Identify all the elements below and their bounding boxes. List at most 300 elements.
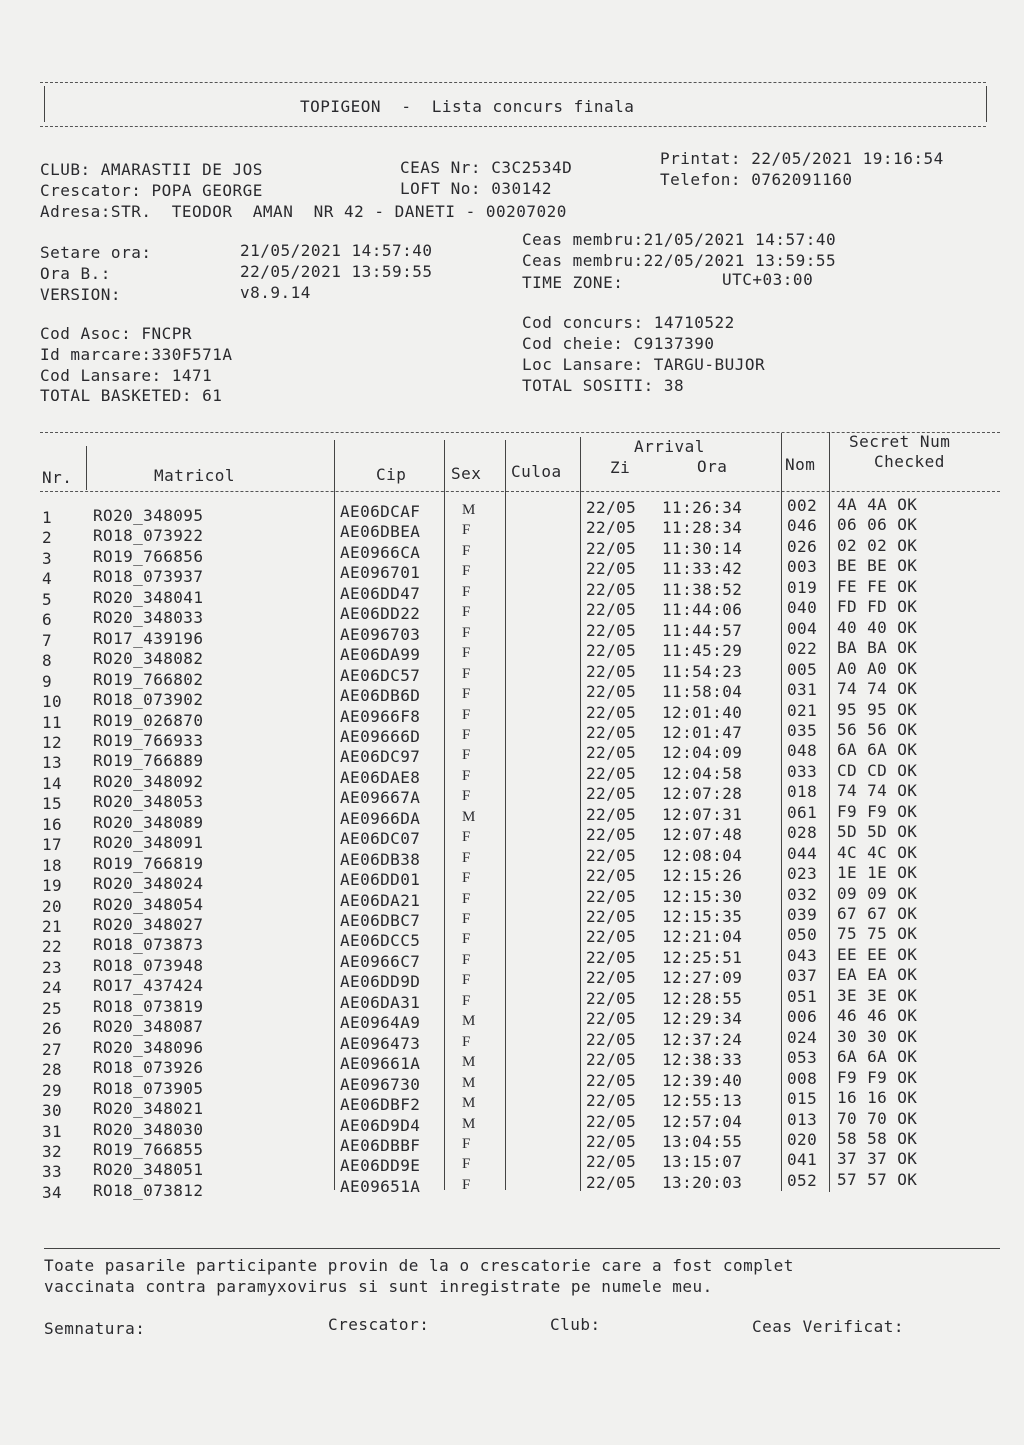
row-matricol: RO19_766856: [93, 546, 204, 566]
row-secret-checked: 95 95 OK: [837, 699, 918, 719]
row-sex: F: [462, 1033, 471, 1050]
row-secret-checked: 6A 6A OK: [837, 740, 918, 760]
row-cip: AE096473: [340, 1033, 421, 1053]
row-matricol: RO20_348082: [93, 649, 204, 669]
row-arrival-time: 12:15:26: [662, 866, 743, 886]
row-sex: F: [462, 849, 471, 866]
row-secret-checked: BE BE OK: [837, 556, 918, 576]
row-sex: M: [462, 1115, 476, 1132]
header-ora: Ora: [697, 457, 728, 476]
row-arrival-time: 11:44:06: [662, 600, 743, 620]
row-arrival-time: 12:07:31: [662, 804, 743, 824]
row-arrival-day: 22/05: [586, 579, 637, 599]
row-sex: M: [462, 1095, 476, 1112]
row-sex: F: [462, 726, 471, 743]
row-nr: 1: [42, 508, 53, 527]
row-matricol: RO20_348089: [93, 812, 204, 832]
row-arrival-time: 12:57:04: [662, 1111, 743, 1131]
title-box-right-border: [986, 86, 987, 122]
row-arrival-time: 12:21:04: [662, 927, 743, 947]
row-cip: AE06DB38: [340, 849, 421, 869]
header-nom: Nom: [785, 455, 816, 474]
row-arrival-time: 11:26:34: [662, 498, 743, 517]
row-nr: 7: [42, 630, 53, 650]
row-nr: 14: [42, 773, 63, 793]
row-arrival-day: 22/05: [586, 1172, 637, 1192]
row-arrival-day: 22/05: [586, 620, 637, 640]
row-cip: AE09667A: [340, 788, 421, 808]
version-label: VERSION:: [40, 285, 122, 304]
row-nom: 021: [787, 700, 818, 720]
row-cip: AE096730: [340, 1074, 421, 1094]
row-nr: 10: [42, 692, 63, 712]
row-sex: M: [462, 808, 476, 825]
row-nom: 031: [787, 680, 818, 700]
row-nr: 11: [42, 712, 63, 732]
row-cip: AE06DD9D: [340, 972, 421, 992]
header-arrival: Arrival: [634, 437, 705, 456]
row-arrival-day: 22/05: [586, 988, 637, 1008]
row-nom: 050: [787, 925, 818, 945]
row-matricol: RO19_766819: [93, 853, 204, 873]
row-arrival-day: 22/05: [586, 682, 637, 702]
member-clock-1: Ceas membru:21/05/2021 14:57:40: [522, 230, 837, 249]
row-nom: 041: [787, 1150, 818, 1170]
row-arrival-day: 22/05: [586, 559, 637, 579]
row-nom: 026: [787, 536, 818, 556]
row-sex: F: [462, 951, 471, 968]
row-secret-checked: 57 57 OK: [837, 1169, 918, 1189]
row-arrival-time: 11:54:23: [662, 661, 743, 681]
row-sex: F: [462, 583, 471, 600]
row-arrival-day: 22/05: [586, 600, 637, 620]
clock-number: CEAS Nr: C3C2534D: [400, 158, 573, 177]
association-code: Cod Asoc: FNCPR: [40, 324, 192, 343]
row-nom: 003: [787, 557, 818, 577]
row-sex: M: [462, 1074, 476, 1091]
row-cip: AE06DBF2: [340, 1095, 421, 1115]
row-nom: 033: [787, 761, 818, 781]
loft-number: LOFT No: 030142: [400, 179, 552, 198]
row-sex: F: [462, 1135, 471, 1152]
row-sex: F: [462, 686, 471, 703]
row-cip: AE06DC07: [340, 829, 421, 849]
row-matricol: RO18_073902: [93, 690, 204, 710]
row-cip: AE06DBC7: [340, 911, 421, 930]
row-arrival-day: 22/05: [586, 825, 637, 845]
row-sex: F: [462, 788, 471, 805]
row-cip: AE09666D: [340, 726, 421, 746]
clock-verified-label: Ceas Verificat:: [752, 1317, 904, 1336]
header-secret-num: Secret Num: [849, 432, 951, 451]
row-nr: 23: [42, 957, 63, 977]
row-arrival-time: 12:29:34: [662, 1009, 743, 1029]
vaccination-statement-line2: vaccinata contra paramyxovirus si sunt inregistrate pe numele meu.: [44, 1277, 713, 1296]
row-nr: 26: [42, 1019, 63, 1039]
row-nom: 028: [787, 823, 818, 843]
row-nom: 018: [787, 782, 818, 802]
row-arrival-time: 11:58:04: [662, 682, 743, 702]
row-nom: 019: [787, 577, 818, 597]
row-matricol: RO18_073819: [93, 996, 204, 1016]
row-sex: M: [462, 1054, 476, 1071]
row-nom: 015: [787, 1089, 818, 1109]
row-sex: F: [462, 624, 471, 641]
row-secret-checked: 58 58 OK: [837, 1128, 918, 1148]
time-zone-label: TIME ZONE:: [522, 273, 624, 292]
row-arrival-time: 12:15:35: [662, 907, 743, 926]
row-matricol: RO18_073937: [93, 567, 204, 587]
row-nr: 17: [42, 835, 63, 855]
row-nom: 013: [787, 1109, 818, 1129]
row-secret-checked: A0 A0 OK: [837, 658, 918, 678]
row-arrival-time: 12:01:47: [662, 722, 743, 742]
row-arrival-time: 12:01:40: [662, 702, 743, 722]
row-matricol: RO17_439196: [93, 628, 204, 648]
release-location: Loc Lansare: TARGU-BUJOR: [522, 355, 766, 374]
row-arrival-time: 12:38:33: [662, 1050, 743, 1070]
marking-id: Id marcare:330F571A: [40, 345, 233, 364]
row-nom: 037: [787, 966, 818, 986]
row-nom: 046: [787, 516, 818, 536]
row-nom: 005: [787, 659, 818, 679]
row-sex: F: [462, 870, 471, 887]
row-cip: AE09651A: [340, 1176, 421, 1196]
title-box-left-border: [44, 86, 45, 122]
header-matricol: Matricol: [154, 466, 236, 485]
row-arrival-day: 22/05: [586, 1029, 637, 1049]
col-sep-nr: [86, 446, 87, 490]
row-nr: 19: [42, 876, 63, 896]
row-secret-checked: 74 74 OK: [837, 781, 918, 801]
row-sex: F: [462, 1156, 471, 1173]
row-arrival-time: 11:28:34: [662, 518, 743, 538]
row-nr: 12: [42, 732, 63, 752]
row-arrival-time: 12:15:30: [662, 886, 743, 906]
row-matricol: RO20_348027: [93, 915, 204, 934]
row-arrival-day: 22/05: [586, 804, 637, 824]
row-secret-checked: 09 09 OK: [837, 883, 918, 903]
row-nr: 22: [42, 937, 63, 957]
setare-ora-value: 21/05/2021 14:57:40: [240, 241, 433, 260]
row-secret-checked: CD CD OK: [837, 760, 918, 780]
row-arrival-day: 22/05: [586, 784, 637, 804]
row-nr: 25: [42, 998, 63, 1018]
header-cip: Cip: [376, 465, 407, 484]
row-arrival-day: 22/05: [586, 845, 637, 865]
row-arrival-day: 22/05: [586, 661, 637, 681]
race-code: Cod concurs: 14710522: [522, 313, 735, 332]
row-secret-checked: 06 06 OK: [837, 515, 918, 535]
row-cip: AE06D9D4: [340, 1115, 421, 1135]
row-arrival-day: 22/05: [586, 1050, 637, 1070]
row-sex: M: [462, 1013, 476, 1030]
row-nom: 022: [787, 639, 818, 659]
row-nr: 3: [42, 548, 53, 568]
row-cip: AE06DA31: [340, 992, 421, 1012]
club-signature-label: Club:: [550, 1315, 601, 1334]
row-sex: F: [462, 706, 471, 723]
row-nom: 040: [787, 598, 818, 618]
breeder-name: Crescator: POPA GEORGE: [40, 181, 263, 200]
row-sex: F: [462, 992, 471, 1009]
row-matricol: RO19_766855: [93, 1139, 204, 1159]
row-secret-checked: 5D 5D OK: [837, 822, 918, 842]
row-arrival-time: 11:44:57: [662, 620, 743, 640]
row-nom: 023: [787, 864, 818, 884]
version-value: v8.9.14: [240, 283, 311, 302]
row-cip: AE0964A9: [340, 1013, 421, 1033]
row-sex: F: [462, 747, 471, 764]
row-cip: AE096703: [340, 624, 421, 644]
phone: Telefon: 0762091160: [660, 170, 853, 189]
title-box-bottom-border: [40, 126, 986, 127]
row-matricol: RO19_766933: [93, 730, 204, 750]
row-arrival-day: 22/05: [586, 743, 637, 763]
row-nom: 002: [787, 496, 818, 515]
row-arrival-day: 22/05: [586, 968, 637, 988]
row-matricol: RO18_073922: [93, 526, 204, 546]
row-arrival-time: 12:27:09: [662, 968, 743, 988]
setare-ora-label: Setare ora:: [40, 243, 152, 262]
row-cip: AE09661A: [340, 1054, 421, 1074]
row-nom: 039: [787, 905, 818, 924]
row-nr: 18: [42, 855, 63, 875]
row-nr: 29: [42, 1080, 63, 1100]
row-nr: 30: [42, 1101, 63, 1121]
row-cip: AE06DBEA: [340, 522, 421, 542]
row-sex: F: [462, 1176, 471, 1193]
row-secret-checked: EA EA OK: [837, 965, 918, 985]
row-nr: 32: [42, 1141, 63, 1161]
row-secret-checked: FE FE OK: [837, 576, 918, 596]
row-secret-checked: 46 46 OK: [837, 1006, 918, 1026]
row-matricol: RO18_073873: [93, 935, 204, 955]
row-arrival-day: 22/05: [586, 763, 637, 783]
row-arrival-time: 11:38:52: [662, 579, 743, 599]
row-arrival-time: 13:04:55: [662, 1131, 743, 1151]
row-nr: 8: [42, 651, 53, 671]
row-secret-checked: 40 40 OK: [837, 617, 918, 637]
row-matricol: RO18_073812: [93, 1180, 204, 1200]
row-cip: AE06DC97: [340, 747, 421, 767]
row-matricol: RO20_348021: [93, 1099, 204, 1119]
row-matricol: RO20_348091: [93, 833, 204, 853]
row-arrival-day: 22/05: [586, 1009, 637, 1029]
row-arrival-day: 22/05: [586, 1152, 637, 1172]
row-sex: F: [462, 665, 471, 682]
header-sex: Sex: [451, 464, 482, 483]
row-nom: 004: [787, 618, 818, 638]
row-secret-checked: 37 37 OK: [837, 1149, 918, 1169]
row-sex: F: [462, 645, 471, 662]
row-nr: 33: [42, 1162, 63, 1182]
row-nr: 4: [42, 569, 53, 589]
row-arrival-time: 12:28:55: [662, 988, 743, 1008]
row-sex: F: [462, 542, 471, 559]
row-cip: AE06DD47: [340, 583, 421, 603]
row-secret-checked: 75 75 OK: [837, 924, 918, 944]
row-arrival-day: 22/05: [586, 907, 637, 926]
row-matricol: RO20_348054: [93, 894, 204, 914]
row-secret-checked: 4A 4A OK: [837, 495, 918, 514]
vaccination-statement-line1: Toate pasarile participante provin de la o crescatorie care a fost complet: [44, 1256, 794, 1275]
member-clock-2: Ceas membru:22/05/2021 13:59:55: [522, 251, 837, 270]
row-sex: F: [462, 563, 471, 580]
printed-at: Printat: 22/05/2021 19:16:54: [660, 149, 944, 168]
header-culoa: Culoa: [511, 462, 562, 481]
row-arrival-day: 22/05: [586, 947, 637, 967]
row-nr: 2: [42, 528, 53, 548]
row-nom: 043: [787, 945, 818, 965]
row-secret-checked: F9 F9 OK: [837, 801, 918, 821]
row-arrival-time: 12:39:40: [662, 1070, 743, 1090]
row-secret-checked: EE EE OK: [837, 944, 918, 964]
row-sex: F: [462, 911, 471, 927]
row-cip: AE0966F8: [340, 706, 421, 726]
row-arrival-time: 11:45:29: [662, 641, 743, 661]
row-arrival-time: 13:20:03: [662, 1172, 743, 1192]
row-cip: AE06DCAF: [340, 502, 421, 521]
header-nr: Nr.: [42, 468, 73, 487]
row-nom: 053: [787, 1048, 818, 1068]
row-nr: 9: [42, 671, 53, 691]
row-sex: F: [462, 972, 471, 989]
row-arrival-day: 22/05: [586, 866, 637, 886]
footer-rule: [44, 1248, 1000, 1249]
row-arrival-day: 22/05: [586, 1131, 637, 1151]
row-nom: 008: [787, 1068, 818, 1088]
row-arrival-time: 11:33:42: [662, 559, 743, 579]
row-nom: 048: [787, 741, 818, 761]
row-cip: AE0966DA: [340, 808, 421, 828]
row-secret-checked: 74 74 OK: [837, 679, 918, 699]
row-matricol: RO20_348092: [93, 771, 204, 791]
signature-label: Semnatura:: [44, 1319, 146, 1338]
row-cip: AE0966CA: [340, 542, 421, 562]
row-arrival-time: 12:37:24: [662, 1029, 743, 1049]
row-matricol: RO18_073948: [93, 955, 204, 975]
row-arrival-day: 22/05: [586, 702, 637, 722]
row-arrival-time: 12:04:58: [662, 763, 743, 783]
row-secret-checked: 30 30 OK: [837, 1026, 918, 1046]
row-matricol: RO19_026870: [93, 710, 204, 730]
row-nom: 035: [787, 720, 818, 740]
row-secret-checked: BA BA OK: [837, 638, 918, 658]
row-cip: AE06DAE8: [340, 767, 421, 787]
table-header-bottom-border: [40, 491, 1000, 492]
key-code: Cod cheie: C9137390: [522, 334, 715, 353]
row-nr: 16: [42, 814, 63, 834]
row-nr: 15: [42, 794, 63, 814]
row-matricol: RO19_766802: [93, 669, 204, 689]
row-secret-checked: F9 F9 OK: [837, 1067, 918, 1087]
row-arrival-day: 22/05: [586, 886, 637, 906]
header-checked: Checked: [874, 452, 945, 471]
row-matricol: RO17_437424: [93, 976, 204, 996]
row-sex: F: [462, 767, 471, 784]
row-arrival-day: 22/05: [586, 722, 637, 742]
row-sex: F: [462, 604, 471, 621]
club-name: CLUB: AMARASTII DE JOS: [40, 160, 263, 179]
row-matricol: RO19_766889: [93, 751, 204, 771]
row-secret-checked: 16 16 OK: [837, 1088, 918, 1108]
row-matricol: RO20_348051: [93, 1160, 204, 1180]
total-arrived: TOTAL SOSITI: 38: [522, 376, 685, 395]
row-nom: 032: [787, 884, 818, 904]
row-arrival-time: 12:04:09: [662, 743, 743, 763]
row-nom: 061: [787, 802, 818, 822]
total-basketed: TOTAL BASKETED: 61: [40, 386, 223, 405]
row-nr: 31: [42, 1121, 63, 1141]
header-zi: Zi: [610, 458, 631, 477]
row-sex: F: [462, 931, 471, 948]
row-matricol: RO18_073905: [93, 1078, 204, 1098]
row-cip: AE06DD01: [340, 870, 421, 890]
row-nr: 20: [42, 896, 63, 916]
row-matricol: RO20_348024: [93, 874, 204, 894]
row-nom: 052: [787, 1170, 818, 1190]
row-nr: 27: [42, 1039, 63, 1059]
row-arrival-day: 22/05: [586, 1091, 637, 1111]
row-secret-checked: 3E 3E OK: [837, 985, 918, 1005]
row-nom: 044: [787, 843, 818, 863]
row-secret-checked: 4C 4C OK: [837, 842, 918, 862]
row-matricol: RO20_348095: [93, 506, 204, 525]
row-nr: 28: [42, 1060, 63, 1080]
row-arrival-day: 22/05: [586, 641, 637, 661]
document-title: TOPIGEON - Lista concurs finala: [300, 97, 635, 116]
row-cip: AE06DA21: [340, 890, 421, 910]
row-secret-checked: 1E 1E OK: [837, 863, 918, 883]
row-secret-checked: 56 56 OK: [837, 719, 918, 739]
row-arrival-day: 22/05: [586, 1111, 637, 1131]
row-nom: 020: [787, 1129, 818, 1149]
row-arrival-time: 12:07:48: [662, 825, 743, 845]
row-arrival-time: 13:15:07: [662, 1152, 743, 1172]
row-sex: F: [462, 522, 471, 539]
row-sex: F: [462, 829, 471, 846]
row-nom: 006: [787, 1007, 818, 1027]
time-zone-value: UTC+03:00: [722, 270, 814, 289]
row-matricol: RO20_348096: [93, 1037, 204, 1057]
row-cip: AE096701: [340, 563, 421, 583]
row-sex: F: [462, 890, 471, 907]
row-secret-checked: 6A 6A OK: [837, 1047, 918, 1067]
row-secret-checked: FD FD OK: [837, 597, 918, 617]
ora-b-value: 22/05/2021 13:59:55: [240, 262, 433, 281]
row-cip: AE0966C7: [340, 951, 421, 971]
row-arrival-time: 12:08:04: [662, 845, 743, 865]
row-nr: 21: [42, 917, 63, 936]
row-cip: AE06DCC5: [340, 931, 421, 951]
row-arrival-day: 22/05: [586, 1070, 637, 1090]
row-arrival-day: 22/05: [586, 927, 637, 947]
row-arrival-day: 22/05: [586, 538, 637, 558]
row-matricol: RO20_348041: [93, 587, 204, 607]
row-sex: M: [462, 502, 476, 518]
row-matricol: RO20_348033: [93, 608, 204, 628]
row-cip: AE06DC57: [340, 665, 421, 685]
row-arrival-day: 22/05: [586, 518, 637, 538]
row-matricol: RO20_348030: [93, 1119, 204, 1139]
row-cip: AE06DD22: [340, 604, 421, 624]
row-nr: 34: [42, 1182, 63, 1202]
title-box-top-border: [40, 82, 986, 83]
row-arrival-time: 11:30:14: [662, 538, 743, 558]
row-nr: 24: [42, 978, 63, 998]
row-cip: AE06DBBF: [340, 1135, 421, 1155]
